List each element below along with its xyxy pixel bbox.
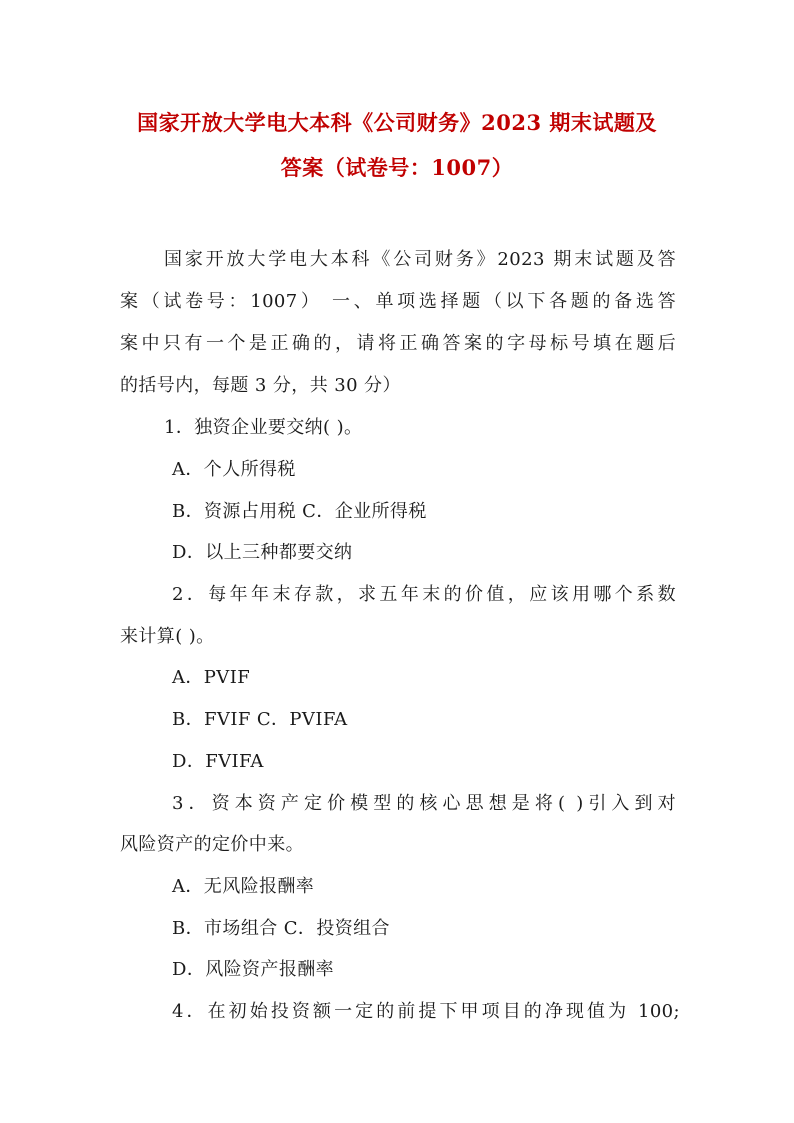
question-3-option-a: A．无风险报酬率 <box>172 876 315 897</box>
question-3-option-d: D．风险资产报酬率 <box>172 959 335 980</box>
question-2-stem-line-2: 来计算( )。 <box>120 626 215 647</box>
question-3-options-b-c: B．市场组合 C．投资组合 <box>172 918 390 939</box>
document-title <box>110 100 684 190</box>
question-2-option-d: D．FVIFA <box>172 751 264 772</box>
intro-line-1: 国家开放大学电大本科《公司财务》2023 期末试题及答 <box>164 249 676 270</box>
question-1-stem: 1．独资企业要交纳( )。 <box>164 417 363 438</box>
intro-line-4: 的括号内，每题 3 分，共 30 分） <box>120 375 401 396</box>
question-2-option-a: A．PVIF <box>172 667 251 688</box>
question-2-options-b-c: B．FVIF C．PVIFA <box>172 709 348 730</box>
question-3-stem-line-1: 3．资本资产定价模型的核心思想是将( )引入到对 <box>172 793 676 814</box>
question-4-stem-line-1: 4．在初始投资额一定的前提下甲项目的净现值为 100; <box>172 1001 680 1022</box>
question-1-option-d: D．以上三种都要交纳 <box>172 542 353 563</box>
question-3-stem-line-2: 风险资产的定价中来。 <box>120 834 304 855</box>
intro-line-2: 案（试卷号：1007） 一、单项选择题（以下各题的备选答 <box>120 291 676 312</box>
question-2-stem-line-1: 2．每年年末存款，求五年末的价值，应该用哪个系数 <box>172 584 676 605</box>
title-line-2: 答案（试卷号：1007） <box>280 155 514 180</box>
question-1-options-b-c: B．资源占用税 C．企业所得税 <box>172 501 427 522</box>
question-1-option-a: A．个人所得税 <box>172 459 296 480</box>
intro-line-3: 案中只有一个是正确的，请将正确答案的字母标号填在题后 <box>120 333 676 354</box>
title-line-1: 国家开放大学电大本科《公司财务》2023 期末试题及 <box>137 110 657 135</box>
